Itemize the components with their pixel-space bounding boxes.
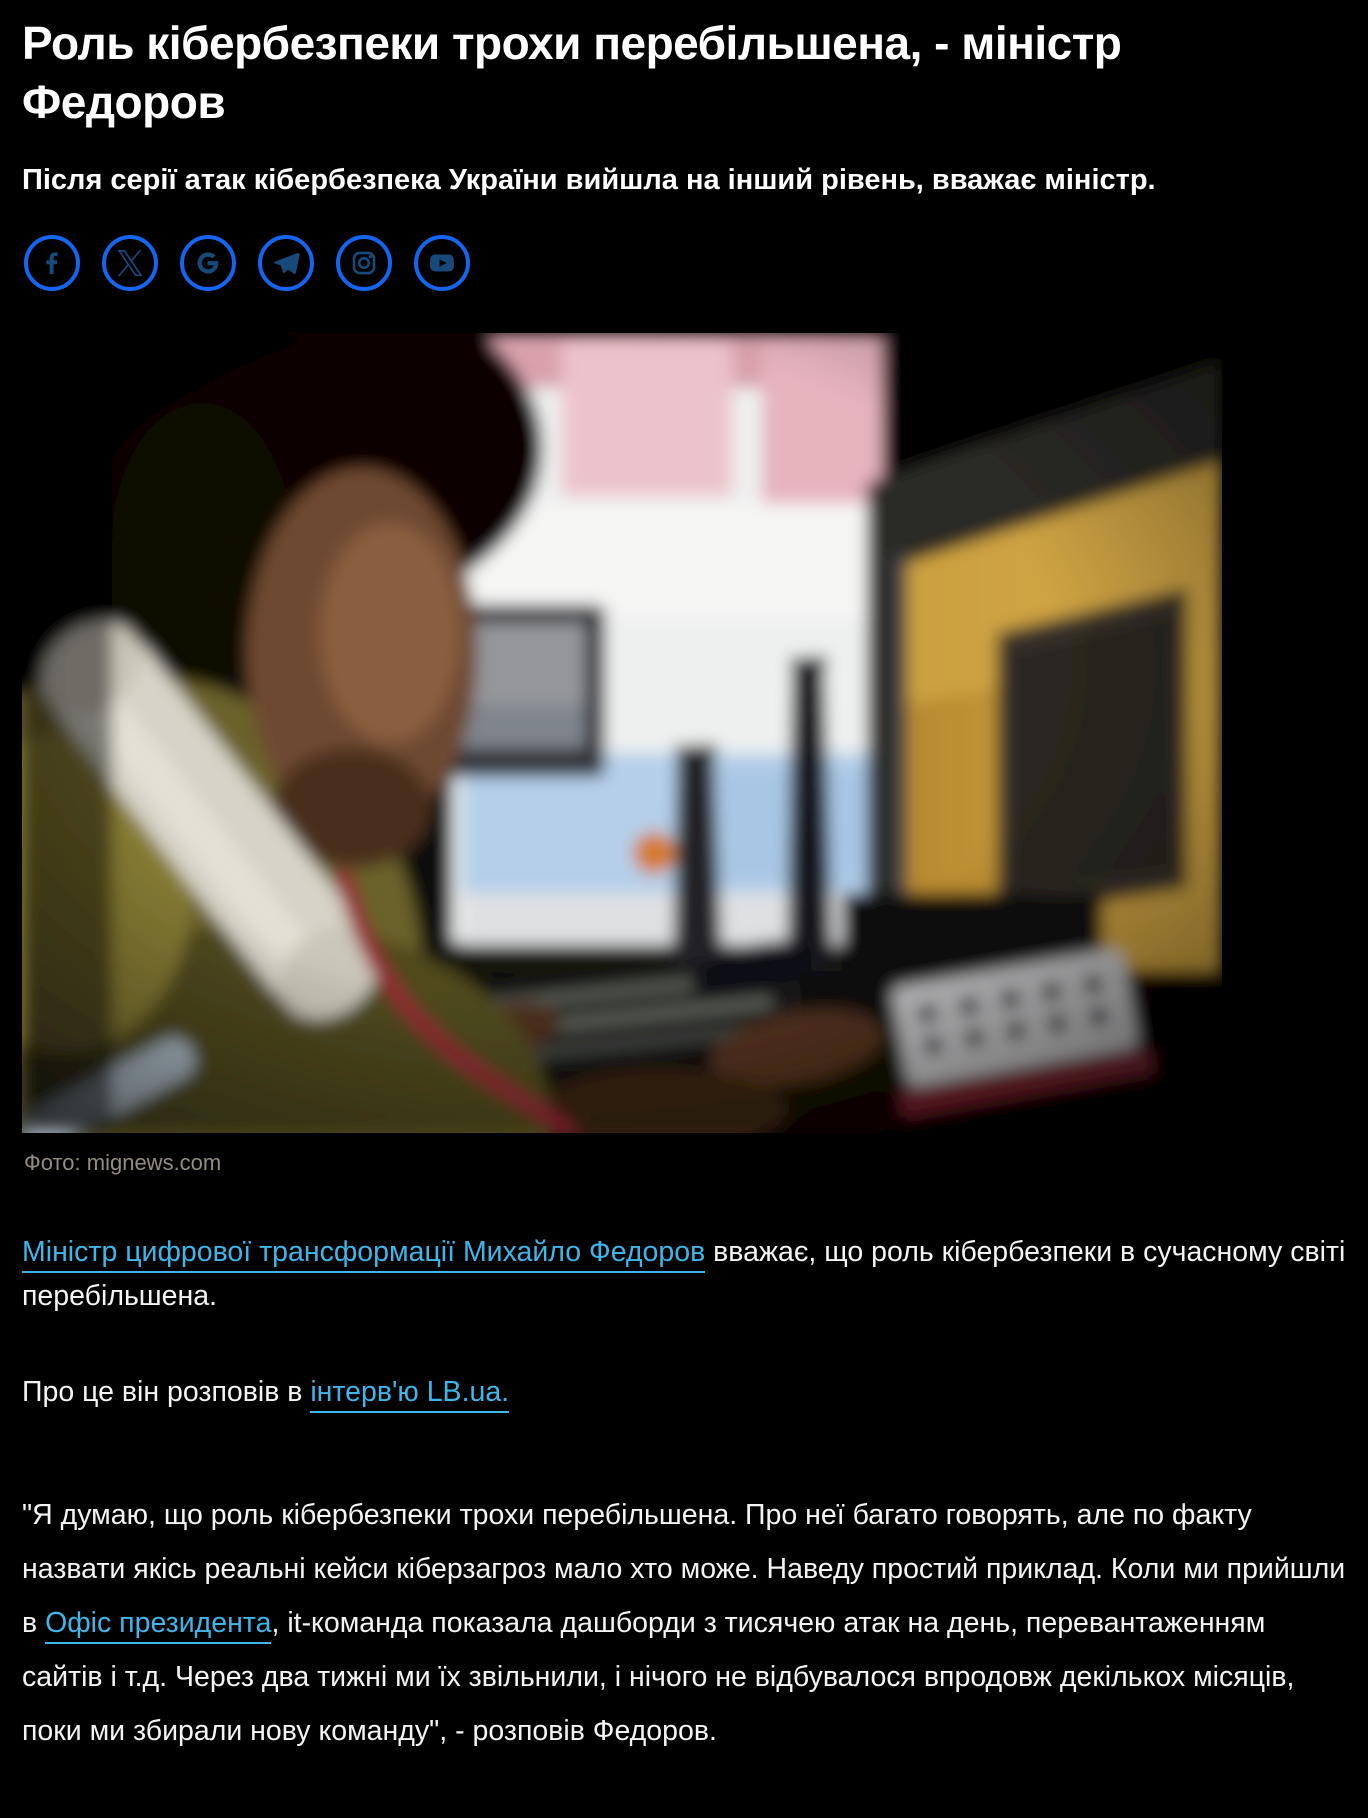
share-instagram-button[interactable] bbox=[336, 235, 392, 291]
x-twitter-icon bbox=[117, 250, 143, 276]
inline-link[interactable]: Міністр цифрової трансформації Михайло Федоров bbox=[22, 1236, 705, 1273]
instagram-icon bbox=[350, 249, 378, 277]
share-row bbox=[24, 235, 1348, 291]
share-facebook-button[interactable] bbox=[24, 235, 80, 291]
share-google-button[interactable] bbox=[180, 235, 236, 291]
text-run: вважає, що роль кібербезпеки в сучасному світі перебільшена. bbox=[22, 1236, 1346, 1313]
share-telegram-button[interactable] bbox=[258, 235, 314, 291]
text-run: , it-команда показала дашборди з тисячею атак на день, перевантаженням сайтів і т.д. Через два тижні ми їх звільнили, і нічого не відбувалося впродовж декількох місяців, поки ми збирали нову команду", - розповів Федоров. bbox=[22, 1607, 1295, 1748]
text-run: Про це він розповів в bbox=[22, 1376, 311, 1409]
inline-link[interactable]: Офіс президента bbox=[45, 1607, 271, 1644]
telegram-icon bbox=[272, 249, 300, 277]
article-body bbox=[22, 1230, 1348, 1758]
article-paragraph bbox=[22, 1230, 1348, 1318]
photo-caption: Фото: mignews.com bbox=[24, 1150, 222, 1176]
article-paragraph bbox=[22, 1370, 1348, 1414]
article-photo bbox=[22, 333, 1222, 1133]
share-x-twitter-button[interactable] bbox=[102, 235, 158, 291]
youtube-icon bbox=[427, 248, 457, 278]
share-youtube-button[interactable] bbox=[414, 235, 470, 291]
facebook-icon bbox=[38, 249, 66, 277]
page-title: Роль кібербезпеки трохи перебільшена, - міністр Федоров bbox=[22, 17, 1122, 128]
article-lead: Після серії атак кібербезпека України вийшла на інший рівень, вважає міністр. bbox=[22, 163, 1156, 196]
text-run: "Я думаю, що роль кібербезпеки трохи перебільшена. Про неї багато говорять, але по факту назвати якісь реальні кейси кіберзагроз мало хто може. Наведу простий приклад. Коли ми прийшли в bbox=[22, 1499, 1346, 1640]
google-icon bbox=[194, 249, 222, 277]
photo-illustration bbox=[22, 333, 1222, 1133]
inline-link[interactable]: інтерв'ю LB.ua. bbox=[310, 1376, 509, 1413]
article-paragraph bbox=[22, 1488, 1348, 1758]
